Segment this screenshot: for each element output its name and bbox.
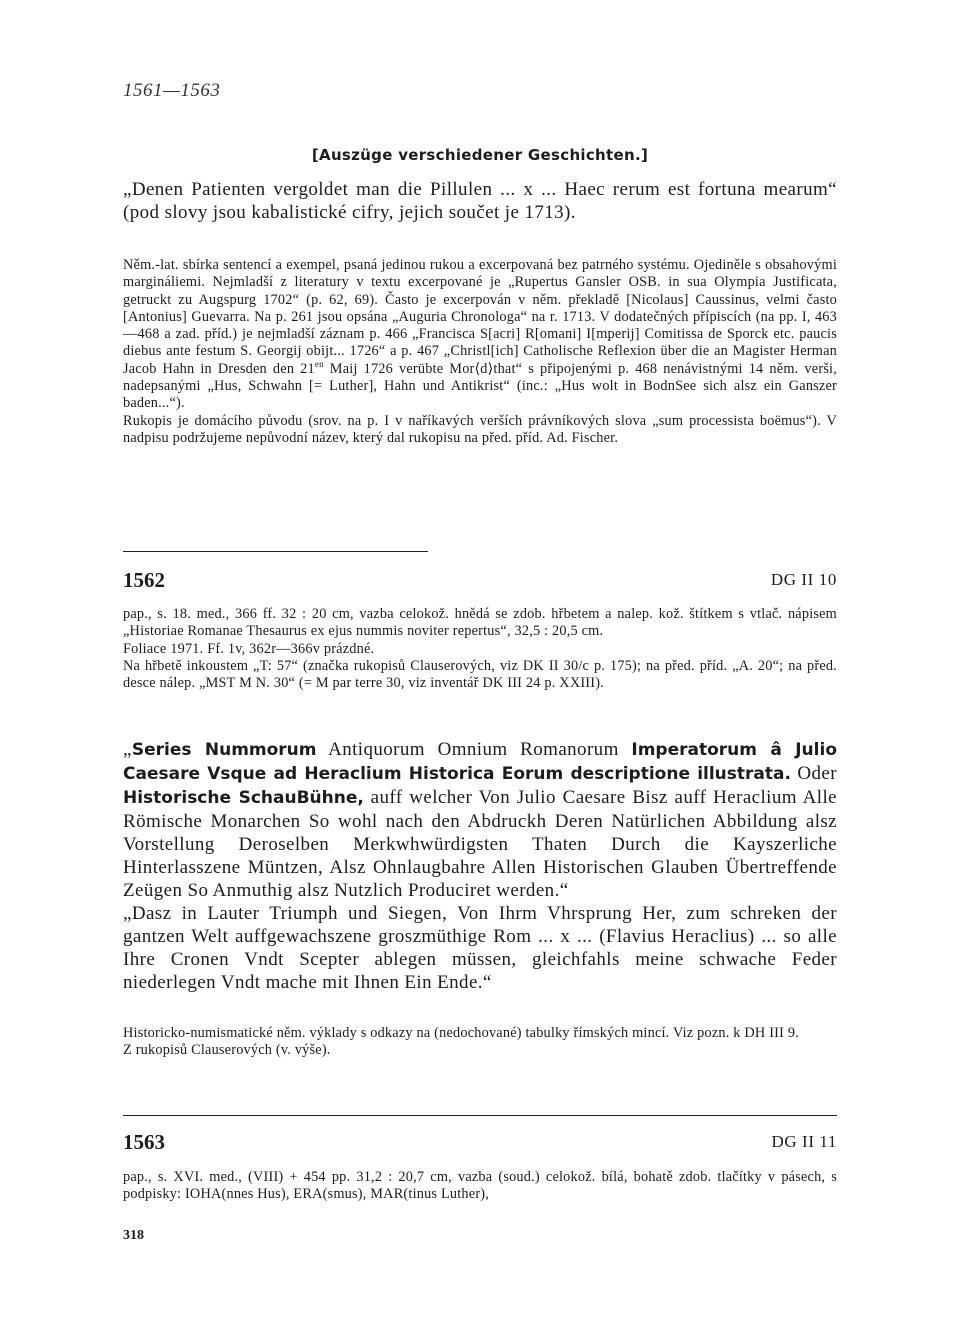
manuscript-title bbox=[123, 738, 837, 902]
entry-1561-notes bbox=[123, 257, 837, 447]
divider-full bbox=[123, 1115, 837, 1116]
superscript: en bbox=[314, 359, 324, 370]
physical-description: pap., s. XVI. med., (VIII) + 454 pp. 31,2 : 20,7 cm, vazba (soud.) celokož. bílá, bohatě zdob. tlačítky v pásech, s podpisky: IOHA(nnes Hus), ERA(smus), MAR(tinus Luther), bbox=[123, 1169, 837, 1203]
note-paragraph bbox=[123, 257, 837, 413]
entry-number: 1562 bbox=[123, 568, 165, 592]
entry-1562-notes bbox=[123, 1025, 837, 1060]
note-text: Něm.-lat. sbírka sentencí a exempel, psaná jedinou rukou a excerpovaná bez patrného systému. Ojediněle s obsahovými margináliemi. Nejmladší z literatury v textu excerpované je „Rupertus Gansler OSB. in sua Olympia Justificata, getruckt zu Augspurg 1702“ (p. 62, 69). Často je excerpován v něm. překladě [Nicolaus] Caussinus, velmi často [Antonius] Guevarra. Na p. 261 jsou opsána „Auguria Chronologa“ na r. 1713. V dodatečných přípiscích (na pp. I, 463—468 a zad. příd.) je nejmladší záznam p. 466 „Francisca S[acri] R[omani] I[mperij] Comitissa de Sporck etc. paucis diebus ante festum S. Georgij obijt... 1726“ a p. 467 „Christl[ich] Catholische Reflexion über die an Magister Herman Jacob Hahn in Dresden den 21 bbox=[123, 257, 837, 377]
title-text: Antiquorum Omnium Romanorum bbox=[316, 739, 632, 760]
note-paragraph-origin: Rukopis je domácího původu (srov. na p. I v naříkavých verších právníkových slova „sum processista boëmus“). V nadpisu podržujeme nepůvodní název, který dal rukopisu na před. příd. Ad. Fischer. bbox=[123, 412, 837, 446]
divider-short bbox=[123, 551, 428, 552]
entry-1562-title bbox=[123, 738, 837, 994]
page-number: 318 bbox=[123, 1228, 144, 1243]
incipit: „Dasz in Lauter Triumph und Siegen, Von Ihrm Vhrsprung Her, zum schreken der gantzen Welt auffgewachszene groszmüthige Rom ... x ... (Flavius Heraclius) ... so alle Ihre Cronen Vndt Scepter ablegen müssen, gleichfahls meine schwache Feder niederlegen Vndt mache mit Ihnen Ein Ende.“ bbox=[123, 903, 837, 993]
entry-1563-description bbox=[123, 1169, 837, 1204]
title-bold: Series Nummorum bbox=[131, 740, 317, 760]
entry-number: 1563 bbox=[123, 1130, 165, 1154]
note-provenance: Z rukopisů Clauserových (v. výše). bbox=[123, 1042, 331, 1059]
quote-text: „Denen Patienten vergoldet man die Pillulen ... x ... Haec rerum est fortuna mearum“ (pod slovy jsou kabalistické cifry, jejich součet je 1713). bbox=[123, 179, 837, 223]
title-bold: Historische SchauBühne, bbox=[123, 788, 364, 808]
note-text-cont: Maij 1726 verübte Mor⟨d⟩that“ s připojenými p. 468 nenávistnými 14 něm. verši, nadepsanými „Hus, Schwahn [= Luther], Hahn und Antikrist“ (inc.: „Hus wolt in BodnSee sich alsz ein Ganszer baden...“). bbox=[123, 360, 837, 412]
spine-description: Na hřbetě inkoustem „T: 57“ (značka rukopisů Clauserových, viz DK II 30/c p. 175); na před. příd. „A. 20“; na před. desce nálep. „MST M N. 30“ (= M par terre 30, viz inventář DK III 24 p. XXIII). bbox=[123, 657, 837, 692]
physical-description: pap., s. 18. med., 366 ff. 32 : 20 cm, vazba celokož. hnědá se zdob. hřbetem a nalep. kož. štítkem s vtlač. nápisem „Historiae Romanae Thesaurus ex ejus nummis noviter repertus“, 32,5 : 20,5 cm. bbox=[123, 606, 837, 640]
shelfmark: DG II 11 bbox=[771, 1132, 837, 1151]
title-text: auff welcher Von Julio Caesare Bisz auff Heraclium Alle Römische Monarchen So wohl nach den Abdruckh Deren Natürlichen Abbildung alsz Vorstellung Deroselben Merkwhwürdigsten Thaten Durch die Kayszerliche Hinterlasszene Müntzen, Alsz Ohnlaugbahre Allen Historischen Glauben Übertreffende Zeügen So Anmuthig alsz Nutzlich Produciret werden.“ bbox=[123, 787, 837, 901]
section-title: [Auszüge verschiedener Geschichten.] bbox=[311, 146, 649, 164]
foliation: Foliace 1971. Ff. 1v, 362r—366v prázdné. bbox=[123, 640, 375, 657]
title-text: Oder bbox=[790, 763, 837, 784]
note-paragraph: Historicko-numismatické něm. výklady s odkazy na (nedochované) tabulky římských mincí. Viz pozn. k DH III 9. bbox=[123, 1025, 799, 1041]
quote-mark: „ bbox=[123, 739, 132, 760]
running-head: 1561—1563 bbox=[123, 80, 221, 101]
title-bold: Imperatorum â Julio Caesare Vsque ad Heraclium Historica Eorum descriptione illustrata. bbox=[123, 740, 837, 784]
shelfmark: DG II 10 bbox=[770, 570, 837, 589]
entry-1562-description bbox=[123, 606, 837, 692]
entry-1561-quote bbox=[123, 178, 837, 224]
